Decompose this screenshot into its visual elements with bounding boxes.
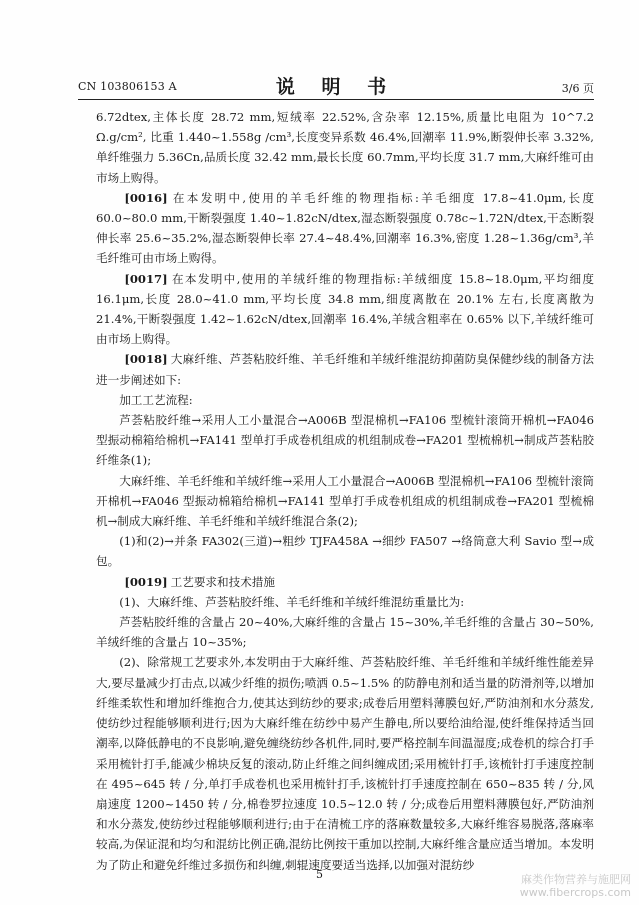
- page-number: 5: [316, 868, 323, 881]
- paragraph-0017: [96, 269, 594, 350]
- paragraph-text: 工艺要求和技术措施: [170, 574, 275, 589]
- process-title: 加工工艺流程:: [119, 392, 193, 407]
- paragraph-0019: [96, 572, 594, 592]
- watermark: [520, 873, 631, 899]
- process-flow-2: 大麻纤维、羊毛纤维和羊绒纤维→采用人工小量混合→A006B 型混棉机→FA106 型梳针滚筒开棉机→FA046 型振动棉箱给棉机→FA141 型单打手成卷机组成的机组制成卷→FA201 型梳棉机→制成大麻纤维、羊毛纤维和羊绒纤维混合条(2);: [96, 473, 594, 529]
- paragraph-text: 在本发明中,使用的羊毛纤维的物理指标:羊毛细度 17.8~41.0μm,长度 60.0~80.0 mm,干断裂强度 1.40~1.82cN/dtex,湿态断裂强度 0.78c~1.72N/dtex,干态断裂伸长率 25.6~35.2%,湿态断裂伸长率 27.4~48.4%,回潮率 16.3%,密度 1.28~1.36g/cm³,羊毛纤维可由市场上购得。: [96, 190, 594, 266]
- page-header: [78, 60, 594, 100]
- document-title: 说 明 书: [275, 76, 397, 98]
- paragraph-tag: [0017]: [124, 271, 168, 286]
- requirement-1: (1)、大麻纤维、芦荟粘胶纤维、羊毛纤维和羊绒纤维混纺重量比为:: [119, 594, 465, 609]
- patent-number: CN 103806153 A: [78, 80, 177, 93]
- paragraph-tag: [0018]: [124, 352, 168, 367]
- paragraph-tag: [0019]: [124, 574, 168, 589]
- paragraph-continued: 6.72dtex,主体长度 28.72 mm,短绒率 22.52%,含杂率 12.15%,质量比电阻为 10^7.2 Ω.g/cm², 比重 1.440~1.558g /cm³,长度变异系数 46.4%,回潮率 11.9%,断裂伸长率 3.32%,单纤维强力 5.36Cn,品质长度 32.42 mm,最长长度 60.7mm,平均长度 31.7 mm,大麻纤维可由市场上购得。: [96, 110, 594, 185]
- header-rule: [78, 99, 594, 100]
- process-flow-3: (1)和(2)→并条 FA302(三道)→粗纱 TJFA458A →细纱 FA507 →络筒意大利 Savio 型→成包。: [96, 534, 594, 569]
- paragraph-text: 在本发明中,使用的羊绒纤维的物理指标:羊绒细度 15.8~18.0μm,平均细度 16.1μm,长度 28.0~41.0 mm,平均长度 34.8 mm,细度离散在 20.1% 左右,长度离散为 21.4%,干断裂强度 1.42~1.62cN/dtex,回潮率 16.4%,羊绒含粗率在 0.65% 以下,羊绒纤维可由市场上购得。: [96, 271, 594, 347]
- watermark-line-1: 麻类作物营养与施肥网: [521, 873, 631, 886]
- paragraph-0016: [96, 188, 594, 269]
- paragraph-0018: [96, 349, 594, 389]
- document-body: [96, 107, 594, 875]
- requirement-1-detail: 芦荟粘胶纤维的含量占 20~40%,大麻纤维的含量占 15~30%,羊毛纤维的含量占 30~50%,羊绒纤维的含量占 10~35%;: [96, 615, 594, 650]
- requirement-2: (2)、除常规工艺要求外,本发明由于大麻纤维、芦荟粘胶纤维、羊毛纤维和羊绒纤维性能差异大,要尽量减少打击点,以减少纤维的损伤;喷洒 0.5~1.5% 的防静电剂和适当量的防滑剂等,以增加纤维柔软性和增加纤维抱合力,使其达到纺纱的要求;成卷后用塑料薄膜包好,严防油剂和水分蒸发,使纺纱过程能够顺利进行;因为大麻纤维在纺纱中易产生静电,所以要给油给湿,使纤维保持适当回潮率,以降低静电的不良影响,避免缠绕纺纱各机件,同时,要严格控制车间温湿度;成卷机的综合打手采用梳针打手,能减少棉块反复的滚动,防止纤维之间纠缠成团;采用梳针打手,该梳针打手速度控制在 495~645 转 / 分,单打手成卷机也采用梳针打手,该梳针打手速度控制在 650~835 转 / 分,风扇速度 1200~1450 转 / 分,棉卷罗拉速度 10.5~12.0 转 / 分;成卷后用塑料薄膜包好,严防油剂和水分蒸发,使纺纱过程能够顺利进行;由于在清梳工序的落麻数量较多,大麻纤维容易脱落,落麻率较高,为保证混和均匀和混纺比例正确,混纺比例按干重加以控制,大麻纤维含量应适当增加。本发明为了防止和避免纤维过多损伤和纠缠,刺辊速度要适当选择,以加强对混纺纱: [96, 655, 594, 872]
- paragraph-text: 大麻纤维、芦荟粘胶纤维、羊毛纤维和羊绒纤维混纺抑菌防臭保健纱线的制备方法进一步阐述如下:: [96, 352, 594, 387]
- watermark-line-2: www.fibercrops.com: [519, 886, 631, 899]
- process-flow-1: 芦荟粘胶纤维→采用人工小量混合→A006B 型混棉机→FA106 型梳针滚筒开棉机→FA046 型振动棉箱给棉机→FA141 型单打手成卷机组成的机组制成卷→FA201 型梳棉机→制成芦荟粘胶纤维条(1);: [96, 413, 594, 468]
- page-info: 3/6 页: [561, 82, 594, 95]
- paragraph-tag: [0016]: [124, 190, 168, 205]
